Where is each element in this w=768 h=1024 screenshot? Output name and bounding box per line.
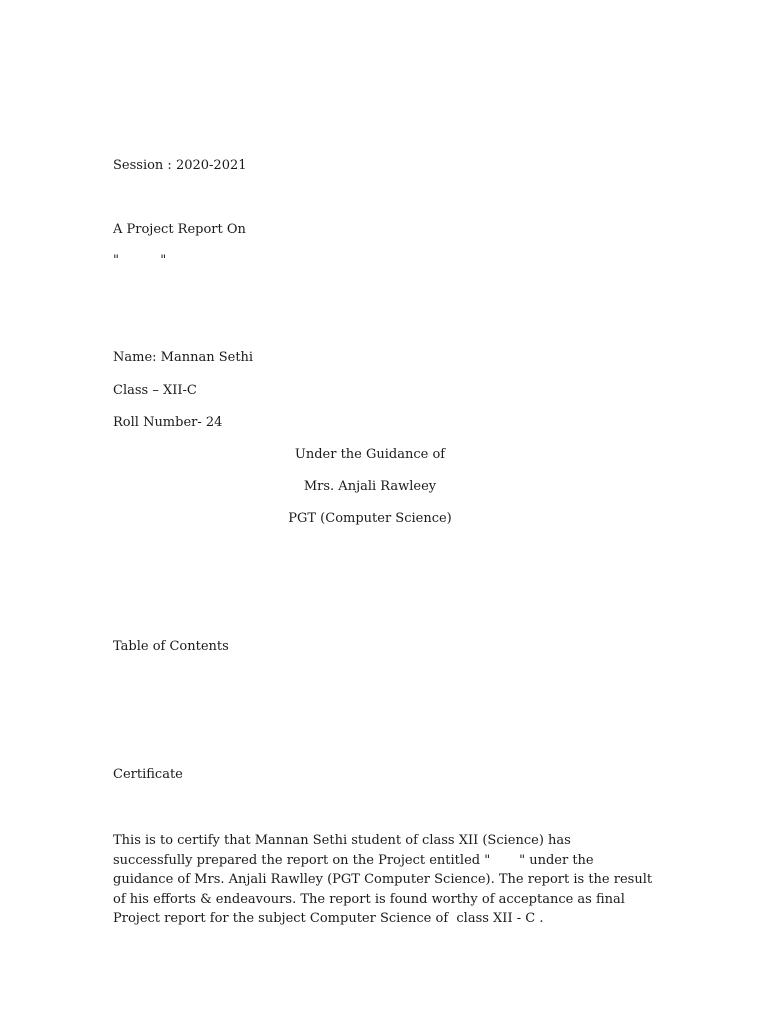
student-class: Class – XII-C xyxy=(113,383,197,398)
toc-heading: Table of Contents xyxy=(113,639,229,654)
certificate-paragraph: This is to certify that Mannan Sethi student of class XII (Science) has successfully prepared the report on the Project entitled " " under the guidance of Mrs. Anjali Rawlley (PGT Computer Science). The report is the result of his efforts & endeavours. The report is found worthy of acceptance as final Project report for the subject Computer Science of class XII - C . xyxy=(113,833,657,926)
certificate-heading: Certificate xyxy=(113,767,183,782)
student-name: Name: Mannan Sethi xyxy=(113,350,254,365)
guide-name: Mrs. Anjali Rawleey xyxy=(303,479,437,494)
guide-designation: PGT (Computer Science) xyxy=(288,511,452,526)
report-heading: A Project Report On xyxy=(113,222,246,237)
project-title-placeholder: " " xyxy=(113,253,167,268)
session-line: Session : 2020-2021 xyxy=(113,158,247,173)
guidance-label: Under the Guidance of xyxy=(294,447,446,462)
student-roll-number: Roll Number- 24 xyxy=(113,415,223,430)
